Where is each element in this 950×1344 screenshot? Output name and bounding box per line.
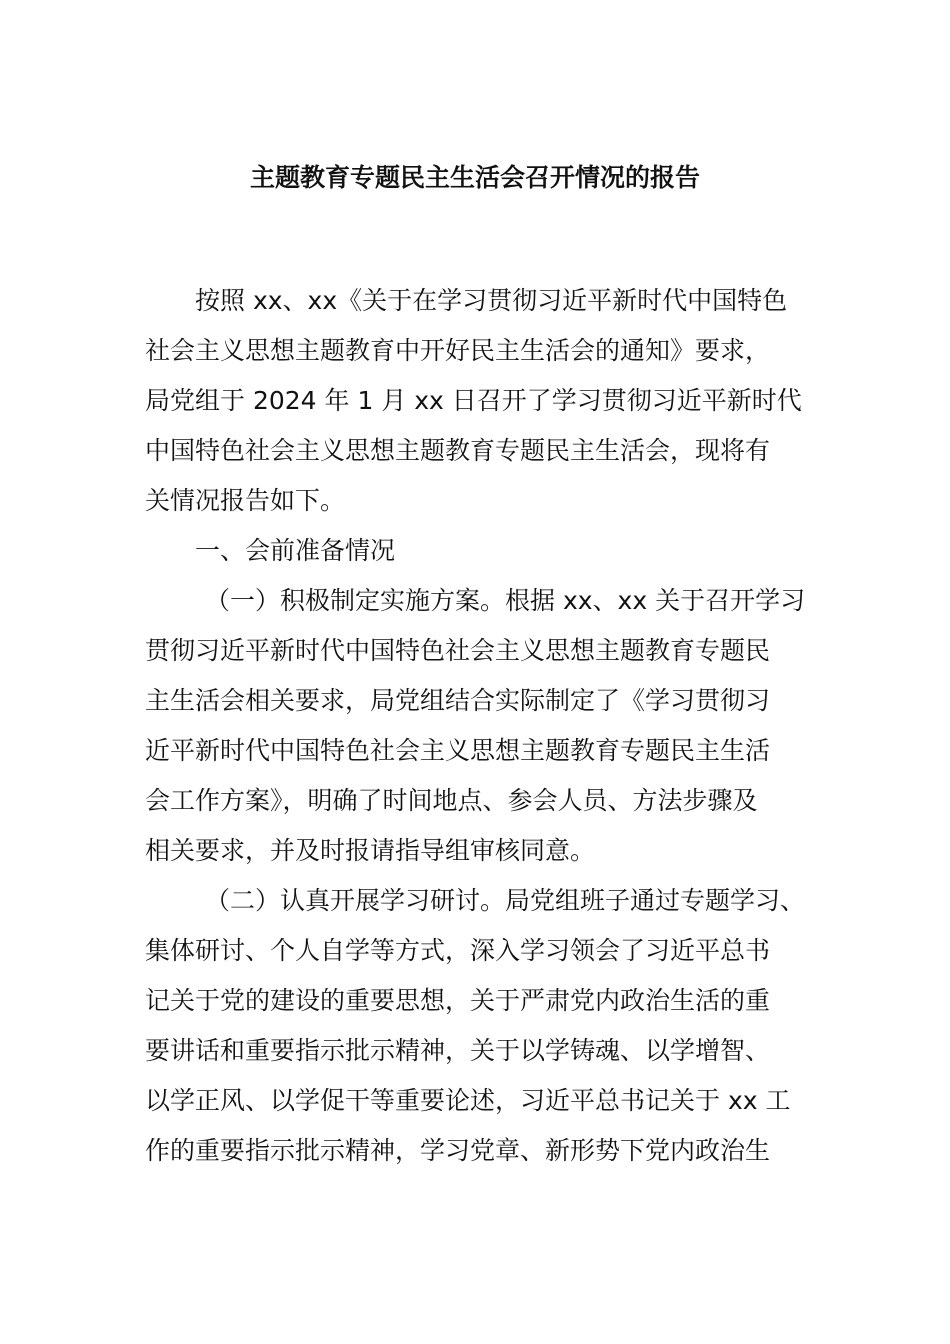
- paragraph-line-3: 局党组于 2024 年 1 月 xx 日召开了学习贯彻习近平新时代: [145, 386, 802, 415]
- paragraph-line-9: 主生活会相关要求，局党组结合实际制定了《学习贯彻习: [145, 686, 771, 715]
- paragraph-line-8: 贯彻习近平新时代中国特色社会主义思想主题教育专题民: [145, 636, 771, 665]
- paragraph-line-11: 会工作方案》，明确了时间地点、参会人员、方法步骤及: [145, 786, 758, 815]
- paragraph-line-7: （一）积极制定实施方案。根据 xx、xx 关于召开学习: [205, 586, 806, 615]
- paragraph-line-5: 关情况报告如下。: [145, 486, 346, 515]
- paragraph-line-15: 记关于党的建设的重要思想，关于严肃党内政治生活的重: [145, 986, 771, 1015]
- paragraph-line-18: 作的重要指示批示精神，学习党章、新形势下党内政治生: [145, 1136, 771, 1165]
- paragraph-line-2: 社会主义思想主题教育中开好民主生活会的通知》要求，: [145, 336, 771, 365]
- paragraph-line-17: 以学正风、以学促干等重要论述，习近平总书记关于 xx 工: [145, 1086, 791, 1115]
- paragraph-line-13: （二）认真开展学习研讨。局党组班子通过专题学习、: [205, 886, 806, 915]
- paragraph-line-4: 中国特色社会主义思想主题教育专题民主生活会，现将有: [145, 436, 771, 465]
- paragraph-line-1: 按照 xx、xx《关于在学习贯彻习近平新时代中国特色: [195, 286, 788, 315]
- paragraph-line-12: 相关要求，并及时报请指导组审核同意。: [145, 836, 596, 865]
- paragraph-line-14: 集体研讨、个人自学等方式，深入学习领会了习近平总书: [145, 936, 771, 965]
- paragraph-line-10: 近平新时代中国特色社会主义思想主题教育专题民主生活: [145, 736, 771, 765]
- document-title: 主题教育专题民主生活会召开情况的报告: [249, 163, 700, 192]
- section-heading-1: 一、会前准备情况: [195, 536, 396, 565]
- paragraph-line-16: 要讲话和重要指示批示精神，关于以学铸魂、以学增智、: [145, 1036, 771, 1065]
